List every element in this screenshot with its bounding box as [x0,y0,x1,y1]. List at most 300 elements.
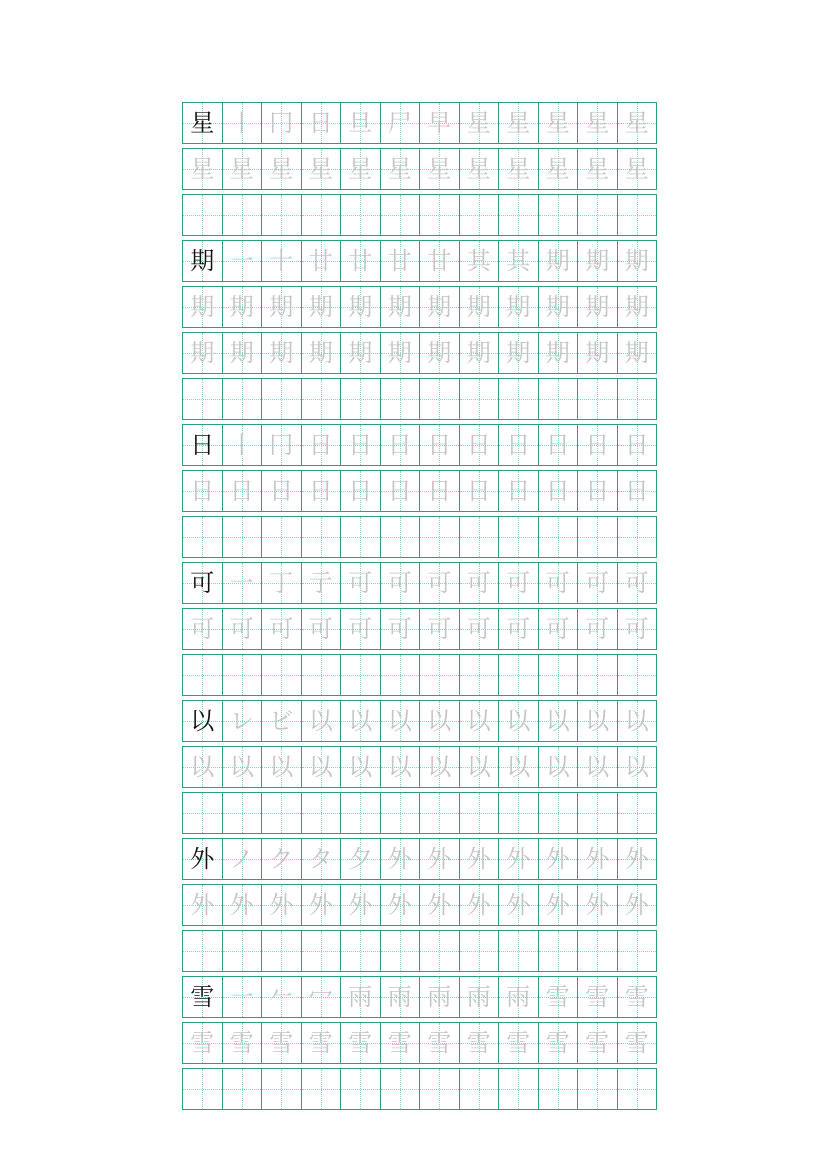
writing-cell[interactable] [261,378,302,420]
writing-cell[interactable] [419,930,460,972]
trace-cell [498,332,539,374]
trace-character: 外 [466,845,491,873]
trace-character: 以 [545,753,570,781]
writing-cell[interactable] [538,1068,579,1110]
trace-character: 日 [545,477,570,505]
trace-character: 廿 [308,247,333,275]
writing-cell[interactable] [617,792,658,834]
trace-cell [340,332,381,374]
stroke-step-cell [617,976,658,1018]
writing-cell[interactable] [617,194,658,236]
writing-cell[interactable] [261,194,302,236]
writing-cell[interactable] [301,654,342,696]
trace-character: 期 [585,247,610,275]
stroke-step-cell [577,976,618,1018]
stroke-step-cell [577,424,618,466]
trace-character: 以 [229,753,254,781]
stroke-step-cell [380,240,421,282]
writing-cell[interactable] [419,792,460,834]
trace-cell [617,470,658,512]
stroke-step-cell [222,240,263,282]
trace-character: 雪 [190,1029,215,1057]
trace-character: 日 [506,431,531,459]
model-character: 星 [190,109,215,137]
trace-cell [301,746,342,788]
trace-character: 雨 [427,983,452,1011]
writing-cell[interactable] [498,792,539,834]
writing-cell[interactable] [459,378,500,420]
writing-cell[interactable] [182,654,223,696]
trace-character: タ [308,845,333,873]
writing-cell[interactable] [459,1068,500,1110]
trace-character: 期 [545,339,570,367]
trace-character: 丁 [269,569,294,597]
writing-cell[interactable] [538,930,579,972]
trace-character: 丨 [229,431,254,459]
writing-cell[interactable] [617,378,658,420]
writing-cell[interactable] [222,792,263,834]
trace-character: 外 [545,845,570,873]
writing-cell[interactable] [222,1068,263,1110]
writing-cell[interactable] [222,930,263,972]
trace-character: 以 [427,707,452,735]
trace-cell [301,608,342,650]
trace-character: 星 [348,155,373,183]
trace-character: 星 [624,155,649,183]
writing-cell[interactable] [419,194,460,236]
trace-character: 以 [585,707,610,735]
writing-cell[interactable] [538,194,579,236]
trace-character: 星 [387,155,412,183]
trace-character: 期 [348,293,373,321]
trace-cell [459,148,500,190]
stroke-step-cell [538,976,579,1018]
writing-cell[interactable] [577,194,618,236]
trace-character: 可 [348,615,373,643]
trace-cell [538,1022,579,1064]
trace-character: 雪 [545,1029,570,1057]
writing-cell[interactable] [222,378,263,420]
stroke-step-cell [459,562,500,604]
trace-character: 期 [624,339,649,367]
stroke-step-cell [498,562,539,604]
stroke-step-cell [617,240,658,282]
stroke-step-cell [538,838,579,880]
trace-cell [538,470,579,512]
writing-cell[interactable] [577,792,618,834]
trace-cell [577,470,618,512]
trace-character: 外 [624,845,649,873]
stroke-step-cell [577,240,618,282]
trace-cell [301,1022,342,1064]
writing-cell[interactable] [301,516,342,558]
trace-character: 期 [466,293,491,321]
trace-cell [380,470,421,512]
stroke-order-row [182,976,668,1018]
writing-cell[interactable] [538,516,579,558]
model-character: 以 [190,707,215,735]
trace-cell [222,608,263,650]
trace-character: 𠂉 [269,983,294,1011]
trace-character: 可 [466,615,491,643]
trace-character: 期 [506,293,531,321]
writing-cell[interactable] [459,930,500,972]
trace-character: 雨 [387,983,412,1011]
writing-cell[interactable] [182,930,223,972]
writing-cell[interactable] [498,930,539,972]
trace-character: 以 [308,753,333,781]
trace-character: 期 [585,293,610,321]
trace-character: 期 [506,339,531,367]
trace-cell [419,148,460,190]
stroke-step-cell [617,838,658,880]
trace-character: 雨 [348,983,373,1011]
trace-cell [498,470,539,512]
trace-character: 甘 [427,247,452,275]
trace-cell [261,884,302,926]
trace-character: 可 [585,615,610,643]
trace-character: 星 [506,155,531,183]
trace-character: 以 [466,707,491,735]
stroke-step-cell [419,424,460,466]
writing-cell[interactable] [340,194,381,236]
trace-cell [222,746,263,788]
writing-cell[interactable] [301,792,342,834]
model-character: 日 [190,431,215,459]
trace-character: 雪 [427,1029,452,1057]
blank-practice-row [182,1068,668,1110]
writing-cell[interactable] [340,516,381,558]
trace-cell [459,608,500,650]
writing-cell[interactable] [498,1068,539,1110]
writing-cell[interactable] [380,378,421,420]
writing-cell[interactable] [380,1068,421,1110]
trace-character: 可 [348,569,373,597]
trace-character: 期 [190,339,215,367]
trace-cell [459,1022,500,1064]
model-character: 可 [190,569,215,597]
trace-character: 日 [348,431,373,459]
trace-character: 以 [624,753,649,781]
trace-character: 外 [348,891,373,919]
writing-cell[interactable] [261,792,302,834]
stroke-step-cell [261,424,302,466]
trace-character: 期 [308,293,333,321]
model-character: 雪 [190,983,215,1011]
trace-cell [380,148,421,190]
stroke-step-cell [380,838,421,880]
writing-cell[interactable] [340,654,381,696]
writing-cell[interactable] [538,792,579,834]
trace-character: 期 [624,247,649,275]
stroke-step-cell [419,562,460,604]
trace-cell [617,286,658,328]
trace-character: 以 [269,753,294,781]
stroke-step-cell [577,562,618,604]
trace-row [182,470,668,512]
writing-cell[interactable] [182,792,223,834]
trace-cell [380,286,421,328]
trace-cell [340,286,381,328]
writing-cell[interactable] [182,194,223,236]
writing-cell[interactable] [577,378,618,420]
writing-cell[interactable] [222,516,263,558]
writing-cell[interactable] [301,930,342,972]
writing-cell[interactable] [538,378,579,420]
trace-character: 甘 [387,247,412,275]
trace-character: 外 [190,891,215,919]
writing-cell[interactable] [340,1068,381,1110]
writing-cell[interactable] [498,194,539,236]
blank-practice-row [182,930,668,972]
writing-cell[interactable] [261,516,302,558]
writing-cell[interactable] [222,194,263,236]
writing-cell[interactable] [419,516,460,558]
writing-cell[interactable] [380,654,421,696]
trace-cell [577,286,618,328]
stroke-step-cell [380,424,421,466]
character-practice-grid [182,102,668,1114]
trace-cell [617,608,658,650]
stroke-step-cell [222,424,263,466]
trace-character: 外 [269,891,294,919]
trace-character: 日 [190,477,215,505]
trace-character: 以 [348,707,373,735]
stroke-order-row [182,562,668,604]
writing-cell[interactable] [222,654,263,696]
trace-character: ビ [269,707,294,735]
writing-cell[interactable] [459,654,500,696]
writing-cell[interactable] [617,516,658,558]
writing-cell[interactable] [459,194,500,236]
writing-cell[interactable] [182,1068,223,1110]
trace-character: 可 [387,569,412,597]
trace-character: 可 [308,615,333,643]
trace-character: 日 [545,431,570,459]
writing-cell[interactable] [498,654,539,696]
trace-character: ク [269,845,294,873]
trace-character: 雪 [585,1029,610,1057]
writing-cell[interactable] [301,378,342,420]
trace-character: 可 [624,615,649,643]
trace-cell [380,608,421,650]
trace-cell [419,746,460,788]
trace-character: 星 [506,109,531,137]
trace-character: 日 [308,431,333,459]
trace-character: 可 [229,615,254,643]
trace-cell [538,332,579,374]
writing-cell[interactable] [459,516,500,558]
trace-character: 雪 [387,1029,412,1057]
trace-character: 期 [585,339,610,367]
trace-cell [459,470,500,512]
writing-cell[interactable] [577,930,618,972]
writing-cell[interactable] [380,930,421,972]
trace-character: 可 [545,615,570,643]
stroke-step-cell [301,562,342,604]
trace-character: 以 [585,753,610,781]
trace-character: 日 [624,431,649,459]
writing-cell[interactable] [419,654,460,696]
trace-character: 外 [427,845,452,873]
trace-cell [222,470,263,512]
trace-character: 星 [427,155,452,183]
stroke-step-cell [222,976,263,1018]
trace-character: 以 [545,707,570,735]
trace-character: 期 [427,293,452,321]
writing-cell[interactable] [419,378,460,420]
trace-character: 期 [348,339,373,367]
trace-character: 日 [348,477,373,505]
trace-row [182,746,668,788]
stroke-step-cell [538,700,579,742]
trace-cell [459,332,500,374]
trace-character: 十 [269,247,294,275]
trace-character: 尸 [387,109,412,137]
trace-cell [419,1022,460,1064]
stroke-order-row [182,102,668,144]
stroke-step-cell [498,102,539,144]
writing-cell[interactable] [301,1068,342,1110]
stroke-step-cell [498,240,539,282]
stroke-step-cell [459,976,500,1018]
trace-cell [498,746,539,788]
writing-cell[interactable] [380,792,421,834]
trace-character: 一 [229,569,254,597]
trace-cell [498,286,539,328]
trace-character: 日 [466,477,491,505]
trace-character: 期 [466,339,491,367]
trace-character: 可 [427,569,452,597]
trace-character: 可 [624,569,649,597]
stroke-step-cell [419,976,460,1018]
trace-character: 可 [545,569,570,597]
stroke-step-cell [577,838,618,880]
writing-cell[interactable] [617,930,658,972]
trace-character: 期 [387,293,412,321]
trace-character: 可 [585,569,610,597]
trace-cell [577,746,618,788]
writing-cell[interactable] [340,378,381,420]
trace-character: 期 [269,293,294,321]
stroke-step-cell [459,240,500,282]
writing-cell[interactable] [577,654,618,696]
writing-cell[interactable] [617,654,658,696]
trace-character: 以 [348,753,373,781]
trace-character: 星 [229,155,254,183]
trace-cell [340,470,381,512]
trace-cell [538,286,579,328]
trace-cell [261,286,302,328]
stroke-step-cell [617,102,658,144]
writing-cell[interactable] [182,516,223,558]
trace-character: 旦 [348,109,373,137]
stroke-step-cell [538,424,579,466]
trace-cell [617,148,658,190]
trace-character: 冖 [308,983,333,1011]
stroke-step-cell [261,562,302,604]
model-character-cell [182,700,223,742]
writing-cell[interactable] [261,930,302,972]
writing-cell[interactable] [577,1068,618,1110]
trace-character: 亍 [308,569,333,597]
trace-character: ノ [229,845,254,873]
writing-cell[interactable] [577,516,618,558]
writing-cell[interactable] [538,654,579,696]
trace-character: 冂 [269,109,294,137]
stroke-step-cell [261,700,302,742]
trace-cell [538,608,579,650]
stroke-step-cell [261,976,302,1018]
trace-character: 期 [229,339,254,367]
trace-character: 外 [229,891,254,919]
trace-character: 日 [585,431,610,459]
trace-cell [301,148,342,190]
trace-cell [340,884,381,926]
trace-cell [617,332,658,374]
trace-cell [538,884,579,926]
writing-cell[interactable] [380,194,421,236]
trace-row [182,1022,668,1064]
trace-character: 早 [427,109,452,137]
trace-cell [419,470,460,512]
stroke-step-cell [419,240,460,282]
trace-cell [340,148,381,190]
writing-cell[interactable] [459,792,500,834]
trace-character: 星 [466,155,491,183]
writing-cell[interactable] [340,930,381,972]
writing-cell[interactable] [419,1068,460,1110]
trace-character: 外 [387,891,412,919]
writing-cell[interactable] [301,194,342,236]
trace-character: 期 [624,293,649,321]
trace-character: 一 [229,983,254,1011]
stroke-step-cell [340,424,381,466]
writing-cell[interactable] [261,654,302,696]
trace-character: 外 [585,891,610,919]
trace-cell [182,1022,223,1064]
trace-character: 日 [585,477,610,505]
trace-character: 日 [308,109,333,137]
trace-character: 雪 [348,1029,373,1057]
trace-cell [617,746,658,788]
trace-cell [459,884,500,926]
trace-cell [182,470,223,512]
writing-cell[interactable] [380,516,421,558]
writing-cell[interactable] [182,378,223,420]
stroke-step-cell [498,838,539,880]
trace-character: 星 [585,109,610,137]
stroke-step-cell [419,102,460,144]
model-character-cell [182,240,223,282]
stroke-order-row [182,240,668,282]
writing-cell[interactable] [261,1068,302,1110]
stroke-step-cell [380,976,421,1018]
trace-cell [261,332,302,374]
trace-cell [261,1022,302,1064]
stroke-step-cell [222,838,263,880]
trace-character: 期 [427,339,452,367]
trace-cell [380,332,421,374]
writing-cell[interactable] [340,792,381,834]
writing-cell[interactable] [498,378,539,420]
stroke-order-row [182,838,668,880]
writing-cell[interactable] [498,516,539,558]
stroke-step-cell [538,562,579,604]
trace-character: 外 [506,845,531,873]
trace-character: 雨 [466,983,491,1011]
writing-cell[interactable] [617,1068,658,1110]
